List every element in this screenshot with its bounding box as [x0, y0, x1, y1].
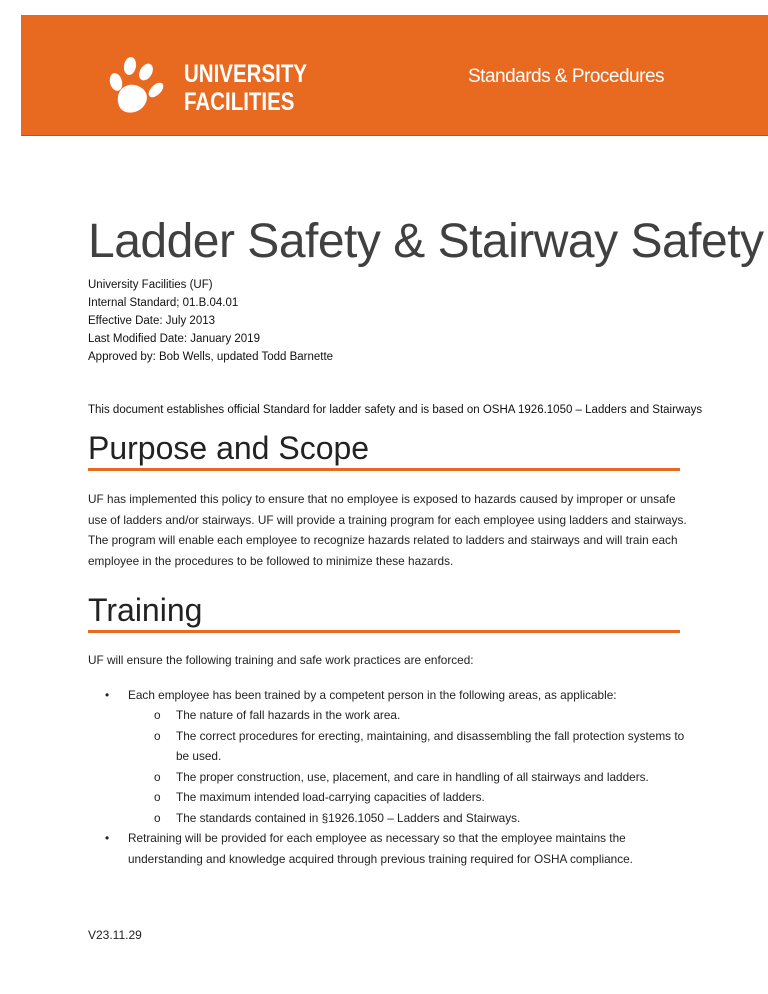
meta-line: Effective Date: July 2013	[88, 315, 215, 327]
document-title: Ladder Safety & Stairway Safety	[88, 215, 764, 268]
list-item: • Retraining will be provided for each employee as necessary so that the employee maintains the understanding and knowledge acquired through previous training required for OSHA compliance.	[88, 828, 688, 869]
training-heading: Training	[88, 590, 680, 633]
university-facilities-logo: UNIVERSITY FACILITIES	[184, 60, 308, 116]
meta-line: Approved by: Bob Wells, updated Todd Barnette	[88, 351, 334, 363]
training-section	[88, 650, 688, 869]
paw-logo-icon	[108, 56, 170, 118]
sub-list-item: o The standards contained in §1926.1050 – Ladders and Stairways.	[88, 808, 688, 829]
intro-text: This document establishes official Standard for ladder safety and is based on OSHA 1926.1050 – Ladders and Stairways	[88, 404, 703, 416]
purpose-text: UF has implemented this policy to ensure that no employee is exposed to hazards caused by improper or unsafe use of ladders and/or stairways. UF will provide a training program for each employee using ladders and stairways. The program will enable each employee to recognize hazards related to ladders and stairways and will train each employee in the procedures to be followed to minimize these hazards.	[88, 492, 687, 568]
version-label: V23.11.29	[88, 928, 142, 942]
sub-list-item: o The nature of fall hazards in the work area.	[88, 705, 688, 726]
meta-line: Last Modified Date: January 2019	[88, 333, 260, 345]
meta-line: University Facilities (UF)	[88, 279, 213, 291]
purpose-heading: Purpose and Scope	[88, 428, 680, 471]
section-label: Standards & Procedures	[468, 66, 665, 87]
document-meta	[88, 276, 333, 366]
sub-list-item: o The correct procedures for erecting, maintaining, and disassembling the fall protection systems to be used.	[88, 726, 688, 767]
list-item: • Each employee has been trained by a competent person in the following areas, as applicable:	[88, 685, 688, 706]
sub-list-item: o The proper construction, use, placement, and care in handling of all stairways and ladders.	[88, 767, 688, 788]
meta-line: Internal Standard; 01.B.04.01	[88, 297, 239, 309]
training-lead: UF will ensure the following training and safe work practices are enforced:	[88, 653, 474, 667]
sub-list-item: o The maximum intended load-carrying capacities of ladders.	[88, 787, 688, 808]
